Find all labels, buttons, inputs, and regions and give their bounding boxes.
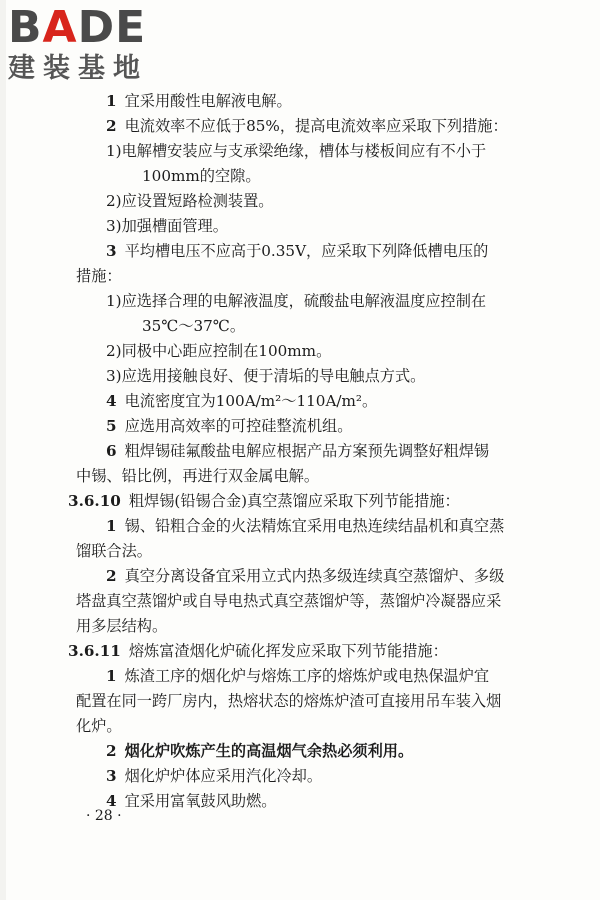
sub-item-text: 电解槽安装应与支承梁绝缘，槽体与楼板间应有不小于	[121, 142, 487, 160]
sub-item-continuation: 100mm的空隙。	[142, 167, 261, 185]
item-number: 1	[106, 92, 117, 110]
item-number: 3	[106, 242, 117, 260]
list-item	[76, 789, 546, 814]
clause-heading	[68, 639, 546, 664]
list-item	[76, 239, 546, 264]
item-number: 2	[106, 742, 117, 760]
logo-subtitle: 建装基地	[8, 53, 148, 84]
sub-item	[76, 339, 546, 364]
item-text: 粗焊锡硅氟酸盐电解应根据产品方案预先调整好粗焊锡	[124, 442, 490, 460]
brand-logo	[8, 2, 183, 90]
page-spine	[0, 0, 6, 900]
list-item	[76, 664, 546, 689]
paragraph-continuation: 措施：	[76, 267, 122, 285]
sub-item-number: 3)	[106, 217, 122, 235]
item-text: 锡、铅粗合金的火法精炼宜采用电热连续结晶机和真空蒸	[124, 517, 505, 535]
clause-text: 粗焊锡(铅锡合金)真空蒸馏应采取下列节能措施：	[128, 492, 460, 510]
sub-item-text: 加强槽面管理。	[121, 217, 228, 235]
sub-item-text: 应选择合理的电解液温度，硫酸盐电解液温度应控制在	[121, 292, 487, 310]
sub-item-number: 2)	[106, 342, 122, 360]
item-text: 宜采用富氧鼓风助燃。	[124, 792, 277, 810]
item-text: 烟化炉吹炼产生的高温烟气余热必须利用。	[124, 742, 414, 760]
item-number: 3	[106, 767, 117, 785]
sub-item	[76, 289, 546, 314]
sub-item-number: 1)	[106, 292, 122, 310]
item-number: 2	[106, 117, 117, 135]
list-item	[76, 739, 546, 764]
sub-item-text: 应设置短路检测装置。	[121, 192, 274, 210]
paragraph-continuation: 馏联合法。	[76, 542, 152, 560]
paragraph-continuation: 用多层结构。	[76, 617, 168, 635]
clause-number: 3.6.11	[68, 642, 121, 660]
sub-item-number: 3)	[106, 367, 122, 385]
item-number: 4	[106, 392, 117, 410]
list-item	[76, 389, 546, 414]
logo-wordmark: BADE	[8, 2, 147, 53]
sub-item-number: 2)	[106, 192, 122, 210]
list-item	[76, 764, 546, 789]
paragraph-continuation: 化炉。	[76, 717, 122, 735]
sub-item-text: 同极中心距应控制在100mm。	[121, 342, 332, 360]
paragraph-continuation: 中锡、铅比例，再进行双金属电解。	[76, 467, 319, 485]
list-item	[76, 114, 546, 139]
list-item	[76, 89, 546, 114]
item-number: 1	[106, 517, 117, 535]
paragraph-continuation: 配置在同一跨厂房内，热熔状态的熔炼炉渣可直接用吊车装入烟	[76, 692, 502, 710]
item-number: 4	[106, 792, 117, 810]
sub-item	[76, 364, 546, 389]
item-text: 电流密度宜为100A/m²～110A/m²。	[124, 392, 378, 410]
item-number: 6	[106, 442, 117, 460]
item-text: 电流效率不应低于85%，提高电流效率应采取下列措施：	[124, 117, 508, 135]
sub-item	[76, 139, 546, 164]
item-number: 2	[106, 567, 117, 585]
list-item	[76, 439, 546, 464]
document-body	[68, 89, 546, 814]
item-text: 烟化炉炉体应采用汽化冷却。	[124, 767, 323, 785]
sub-item	[76, 189, 546, 214]
item-text: 宜采用酸性电解液电解。	[124, 92, 292, 110]
item-text: 应选用高效率的可控硅整流机组。	[124, 417, 353, 435]
sub-item-number: 1)	[106, 142, 122, 160]
paragraph-continuation: 塔盘真空蒸馏炉或自导电热式真空蒸馏炉等，蒸馏炉冷凝器应采	[76, 592, 502, 610]
page-number: · 28 ·	[86, 808, 122, 824]
sub-item	[76, 214, 546, 239]
sub-item-continuation: 35℃～37℃。	[142, 317, 246, 335]
clause-number: 3.6.10	[68, 492, 121, 510]
item-number: 5	[106, 417, 117, 435]
sub-item-text: 应选用接触良好、便于清垢的导电触点方式。	[121, 367, 426, 385]
list-item	[76, 514, 546, 539]
list-item	[76, 564, 546, 589]
item-text: 炼渣工序的烟化炉与熔炼工序的熔炼炉或电热保温炉宜	[124, 667, 490, 685]
clause-text: 熔炼富渣烟化炉硫化挥发应采取下列节能措施：	[128, 642, 448, 660]
list-item	[76, 414, 546, 439]
item-text: 真空分离设备宜采用立式内热多级连续真空蒸馏炉、多级	[124, 567, 505, 585]
item-number: 1	[106, 667, 117, 685]
clause-heading	[68, 489, 546, 514]
item-text: 平均槽电压不应高于0.35V，应采取下列降低槽电压的	[124, 242, 489, 260]
